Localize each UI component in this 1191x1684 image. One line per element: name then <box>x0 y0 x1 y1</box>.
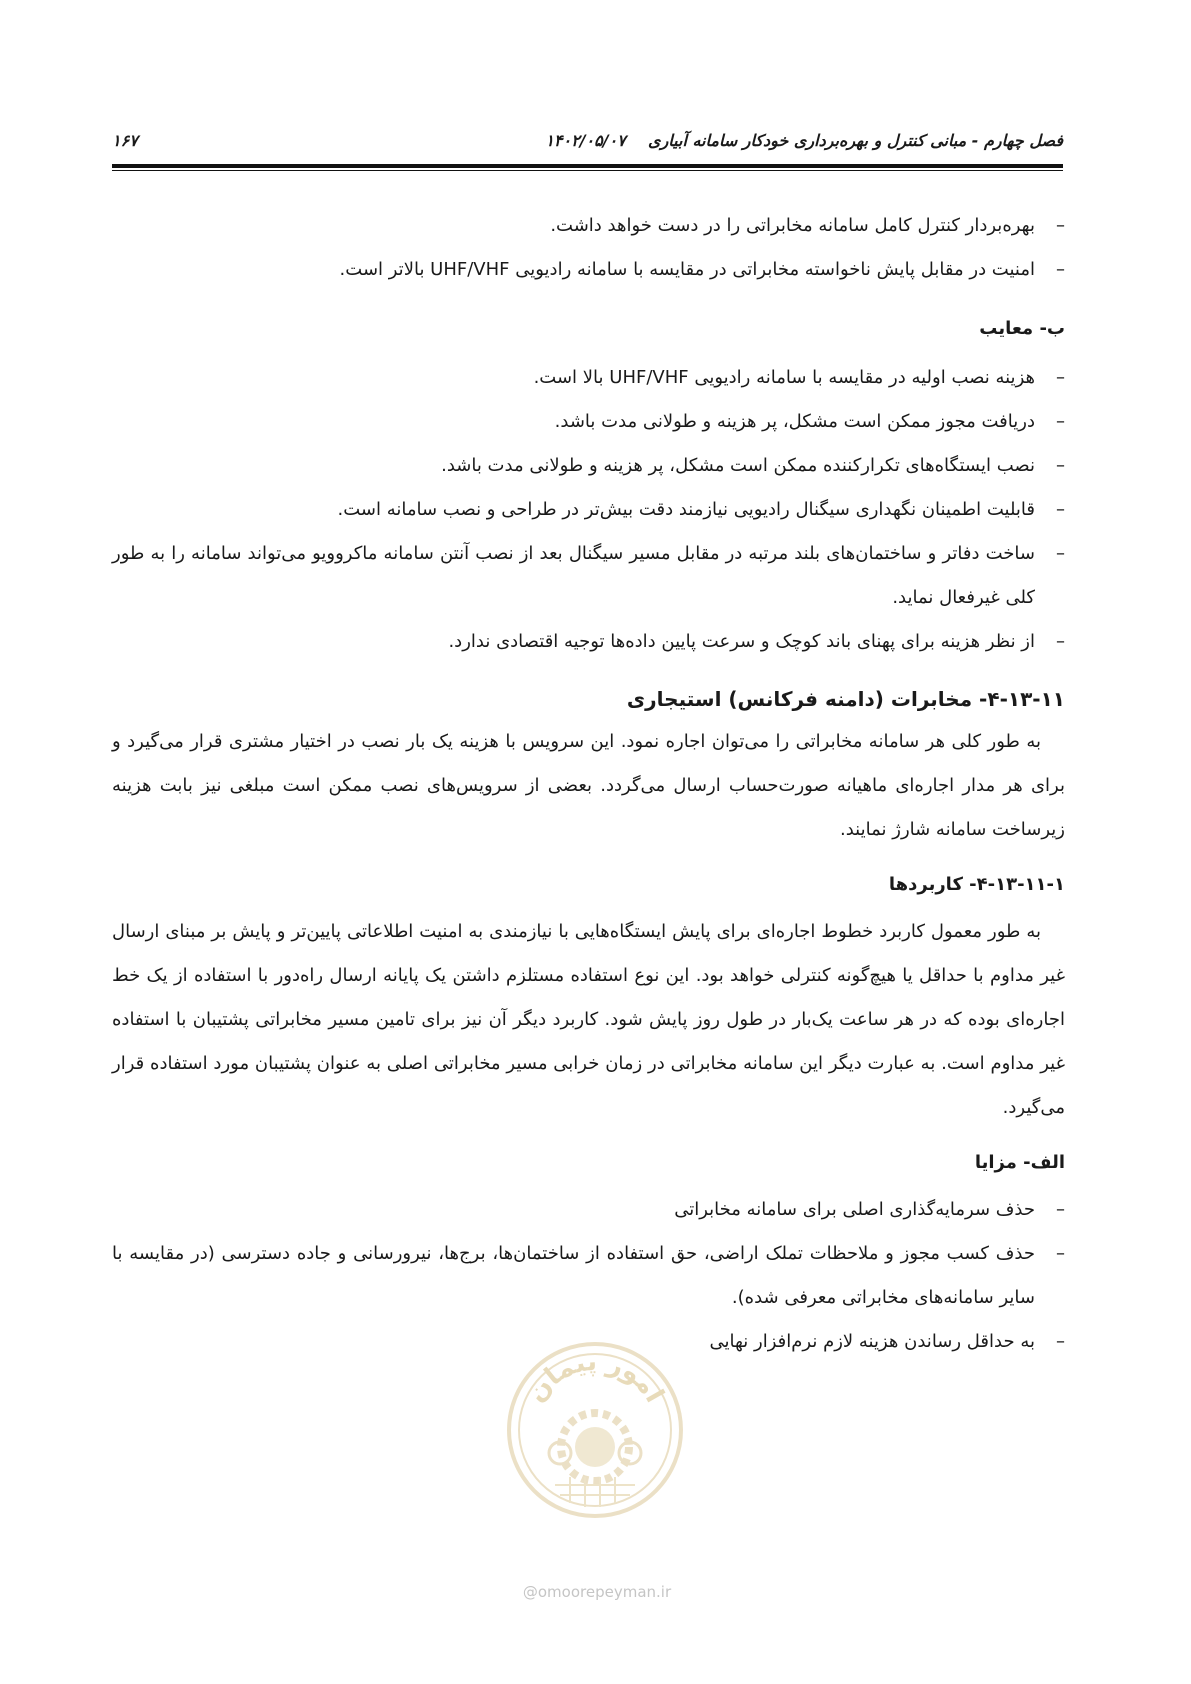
advantages-heading: الف- مزایا <box>974 1152 1065 1173</box>
watermark-url: @omoorepeyman.ir <box>522 1583 672 1601</box>
subsection-paragraph: به طور معمول کاربرد خطوط اجاره‌ای برای پایش ایستگاه‌هایی با نیازمندی به امنیت اطلاعاتی پایین‌تر و پایش بر مبنای ارسال غیر مداوم با حداقل یا هیچ‌گونه کنترلی خواهد بود. این نوع استفاده مستلزم داشتن یک پایانه ارسال راه‌دور با استفاده از یک خط اجاره‌ای بوده که در هر ساعت یک‌بار در طول روز پایش شود. کاربرد دیگر آن نیز برای تامین مسیر مخابراتی پشتیبان با استفاده غیر مداوم است. به عبارت دیگر این سامانه مخابراتی در زمان خرابی مسیر مخابراتی اصلی به عنوان پشتیبان مورد استفاده قرار می‌گیرد. <box>112 921 1065 1118</box>
section-heading: ۴-۱۳-۱۱- مخابرات (دامنه فرکانس) استیجاری <box>626 687 1065 711</box>
list-item: – ساخت دفاتر و ساختمان‌های بلند مرتبه در مقابل مسیر سیگنال بعد از نصب آنتن سامانه ماکروویو می‌تواند سامانه را به طور کلی غیرفعال نماید. <box>112 532 1065 620</box>
list-item: – قابلیت اطمینان نگهداری سیگنال رادیویی نیازمند دقت بیش‌تر در طراحی و نصب سامانه است. <box>112 488 1065 532</box>
list-item: – هزینه نصب اولیه در مقایسه با سامانه رادیویی UHF/VHF بالا است. <box>112 356 1065 400</box>
page-content <box>112 212 1065 1364</box>
page-header <box>112 128 1063 150</box>
watermark-seal-icon <box>500 1335 690 1525</box>
list-item: – حذف سرمایه‌گذاری اصلی برای سامانه مخابراتی <box>112 1188 1065 1232</box>
page-number: ۱۶۷ <box>112 131 138 150</box>
section-paragraph: به طور کلی هر سامانه مخابراتی را می‌توان اجاره نمود. این سرویس با هزینه یک بار نصب در اختیار مشتری قرار می‌گیرد و برای هر مدار اجاره‌ای ماهیانه صورت‌حساب ارسال می‌گردد. بعضی از سرویس‌های نصب ممکن است مبلغی نیز بابت هزینه زیرساخت سامانه شارژ نمایند. <box>112 731 1065 840</box>
list-item: – دریافت مجوز ممکن است مشکل، پر هزینه و طولانی مدت باشد. <box>112 400 1065 444</box>
chapter-title: فصل چهارم - مبانی کنترل و بهره‌برداری خودکار سامانه آبیاری <box>648 131 1063 150</box>
list-item: – حذف کسب مجوز و ملاحظات تملک اراضی، حق استفاده از ساختمان‌ها، برج‌ها، نیرورسانی و جاده دسترسی (در مقایسه با سایر سامانه‌های مخابراتی معرفی شده). <box>112 1232 1065 1320</box>
disadvantages-heading: ب- معایب <box>979 318 1065 339</box>
list-item: – از نظر هزینه برای پهنای باند کوچک و سرعت پایین داده‌ها توجیه اقتصادی ندارد. <box>112 620 1065 664</box>
list-item: – به حداقل رساندن هزینه لازم نرم‌افزار نهایی <box>112 1320 1065 1364</box>
subsection-heading: ۴-۱۳-۱۱-۱- کاربردها <box>888 874 1065 895</box>
header-date: ۱۴۰۲/۰۵/۰۷ <box>545 131 626 150</box>
watermark-text: امور پیمان <box>521 1346 670 1408</box>
header-rule-thick <box>112 164 1063 168</box>
list-item: – امنیت در مقابل پایش ناخواسته مخابراتی در مقایسه با سامانه رادیویی UHF/VHF بالاتر است. <box>112 248 1065 292</box>
list-item: – بهره‌بردار کنترل کامل سامانه مخابراتی را در دست خواهد داشت. <box>112 204 1065 248</box>
header-rule-thin <box>112 170 1063 171</box>
header-title <box>545 131 1063 150</box>
advantages-continued-list <box>112 204 1065 292</box>
disadvantages-list <box>112 356 1065 664</box>
list-item: – نصب ایستگاه‌های تکرارکننده ممکن است مشکل، پر هزینه و طولانی مدت باشد. <box>112 444 1065 488</box>
svg-text:امور پیمان <box>521 1347 669 1408</box>
